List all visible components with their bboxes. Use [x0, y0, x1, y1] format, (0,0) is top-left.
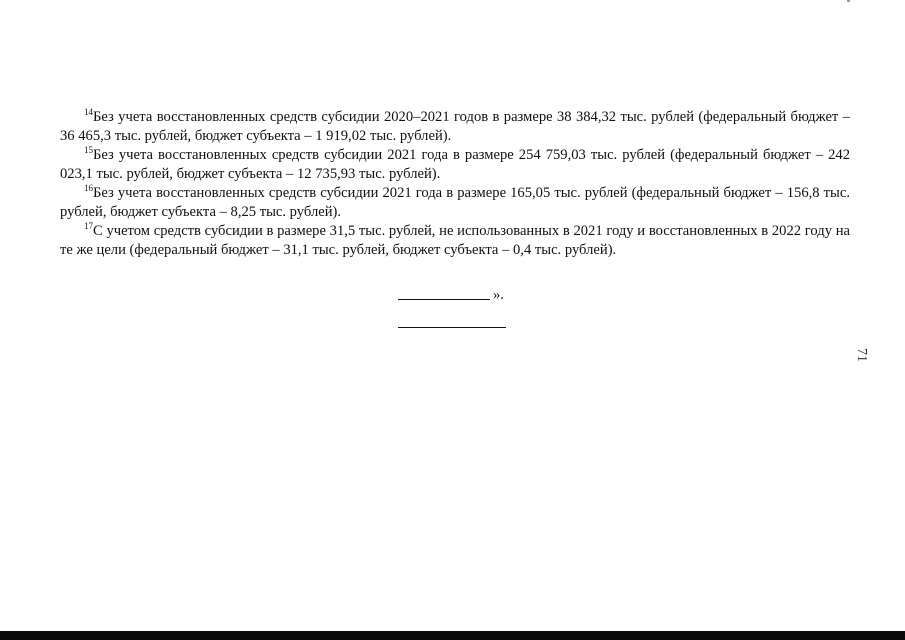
scan-bottom-edge [0, 631, 905, 640]
footnote-text: Без учета восстановленных средств субсидии 2021 года в размере 165,05 тыс. рублей (федеральный бюджет – 156,8 тыс. рублей, бюджет субъекта – 8,25 тыс. рублей). [60, 185, 850, 220]
end-separator-line [398, 327, 506, 328]
footnote-17 [60, 222, 850, 260]
footnote-number: 14 [84, 107, 93, 117]
footnote-number: 17 [84, 221, 93, 231]
scan-speck [847, 0, 850, 2]
footnote-text: С учетом средств субсидии в размере 31,5 тыс. рублей, не использованных в 2021 году и восстановленных в 2022 году на те же цели (федеральный бюджет – 31,1 тыс. рублей, бюджет субъекта – 0,4 тыс. рублей). [60, 223, 850, 258]
closing-quote: ». [493, 287, 504, 303]
page-number: 71 [854, 348, 869, 362]
closing-underline [398, 299, 490, 300]
footnote-14 [60, 108, 850, 146]
footnotes-block [60, 108, 850, 260]
footnote-number: 15 [84, 145, 93, 155]
footnote-15 [60, 146, 850, 184]
closing-mark [398, 286, 504, 305]
footnote-text: Без учета восстановленных средств субсидии 2020–2021 годов в размере 38 384,32 тыс. рублей (федеральный бюджет – 36 465,3 тыс. рублей, бюджет субъекта – 1 919,02 тыс. рублей). [60, 109, 850, 144]
footnote-16 [60, 184, 850, 222]
footnote-text: Без учета восстановленных средств субсидии 2021 года в размере 254 759,03 тыс. рублей (федеральный бюджет – 242 023,1 тыс. рублей, бюджет субъекта – 12 735,93 тыс. рублей). [60, 147, 850, 182]
footnote-number: 16 [84, 183, 93, 193]
